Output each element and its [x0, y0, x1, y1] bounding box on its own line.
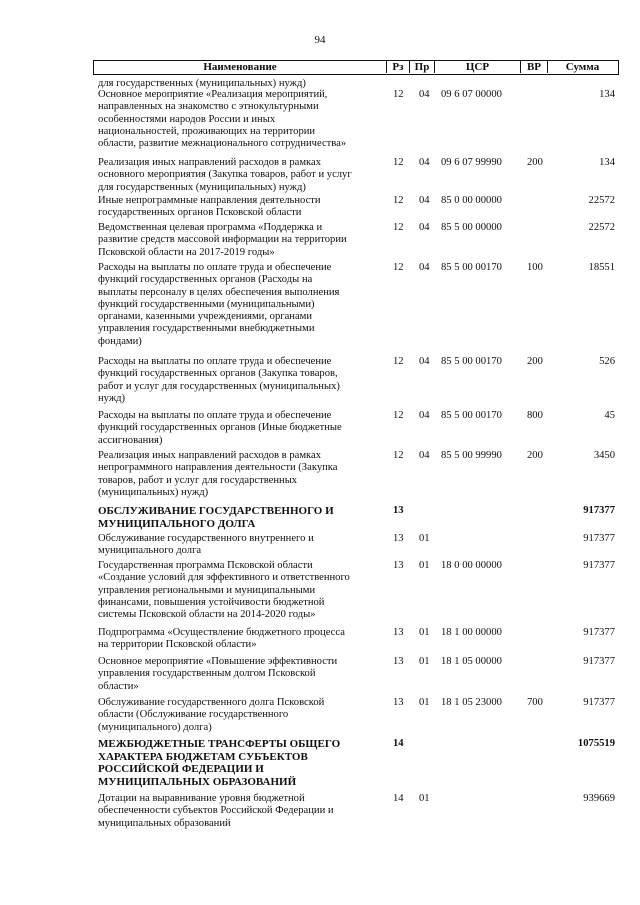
name-line: ОБСЛУЖИВАНИЕ ГОСУДАРСТВЕННОГО И: [98, 505, 334, 517]
row-name: [98, 262, 386, 348]
row-pr: 01: [419, 627, 430, 638]
name-line: Реализация иных направлений расходов в рамках: [98, 157, 322, 168]
row-pr: 04: [419, 157, 430, 168]
name-line: товаров, работ и услуг для государственных: [98, 474, 298, 486]
row-pr: 01: [419, 656, 430, 667]
row-rz: 12: [393, 450, 404, 461]
row-rz: 14: [393, 793, 404, 804]
row-sum: 917377: [583, 627, 615, 638]
row-name: [98, 410, 386, 447]
name-line: Расходы на выплаты по оплате труда и обеспечение: [98, 410, 332, 421]
row-csr: 85 5 00 00000: [441, 222, 502, 233]
row-name: [98, 533, 386, 558]
name-line: (муниципальных) нужд): [98, 486, 209, 498]
row-name: [98, 793, 386, 830]
header-rz: Рз: [392, 61, 404, 73]
name-line: функций государственных органов (Закупка товаров,: [98, 368, 338, 380]
row-pr: 04: [419, 262, 430, 273]
row-sum: 917377: [583, 560, 615, 571]
row-csr: 09 6 07 00000: [441, 89, 502, 100]
row-name: [98, 195, 386, 220]
row-pr: 01: [419, 560, 430, 571]
name-line: работ и услуг для государственных (муниципальных): [98, 380, 340, 392]
name-line: «Создание условий для эффективного и ответственного: [98, 572, 350, 584]
name-line: Иные непрограммные направления деятельности: [98, 195, 321, 206]
row-name: [98, 356, 386, 405]
name-line: Реализация иных направлений расходов в рамках: [98, 450, 322, 461]
name-line: фондами): [98, 335, 142, 347]
name-line: основного мероприятия (Закупка товаров, работ и услуг: [98, 169, 352, 181]
header-vr: ВР: [526, 61, 542, 73]
name-line: Обслуживание государственного внутреннего и: [98, 533, 314, 544]
name-line: МУНИЦИПАЛЬНЫХ ОБРАЗОВАНИЙ: [98, 775, 297, 788]
header-name: Наименование: [203, 61, 277, 73]
name-line: Подпрограмма «Осуществление бюджетного процесса: [98, 627, 345, 638]
row-csr: 09 6 07 99990: [441, 157, 502, 168]
name-line: управления государственным долгом Псковской: [98, 668, 316, 680]
row-name: [98, 505, 386, 530]
row-rz: 13: [393, 533, 404, 544]
name-line: функций государственных органов (Иные бюджетные: [98, 422, 342, 434]
name-line: Расходы на выплаты по оплате труда и обеспечение: [98, 262, 332, 273]
row-rz: 12: [393, 410, 404, 421]
row-rz: 12: [393, 157, 404, 168]
name-line: муниципального долга: [98, 545, 202, 557]
name-line: ассигнования): [98, 434, 163, 446]
row-vr: 200: [527, 356, 543, 367]
header-csr: ЦСР: [465, 61, 490, 73]
name-line: на территории Псковской области»: [98, 639, 257, 651]
name-line: Основное мероприятие «Реализация мероприятий,: [98, 89, 328, 100]
row-vr: 200: [527, 157, 543, 168]
row-sum: 917377: [583, 697, 615, 708]
row-name: [98, 560, 386, 621]
row-pr: 01: [419, 793, 430, 804]
name-line: системы Псковской области на 2014-2020 годы»: [98, 609, 316, 621]
row-pr: 04: [419, 89, 430, 100]
table-header: [93, 60, 619, 75]
name-line: Государственная программа Псковской области: [98, 560, 313, 571]
row-sum: 3450: [593, 450, 615, 461]
row-sum: 45: [604, 410, 615, 421]
row-vr: 800: [527, 410, 543, 421]
row-pr: 04: [419, 450, 430, 461]
name-line: для государственных (муниципальных) нужд): [98, 78, 306, 89]
name-line: МЕЖБЮДЖЕТНЫЕ ТРАНСФЕРТЫ ОБЩЕГО: [98, 738, 341, 750]
row-csr: 85 0 00 00000: [441, 195, 502, 206]
row-name: [98, 738, 386, 788]
row-sum: 134: [599, 89, 615, 100]
name-line: национальностей, проживающих на территории: [98, 125, 316, 137]
name-line: области (Обслуживание государственного: [98, 709, 289, 721]
name-line: ХАРАКТЕРА БЮДЖЕТАМ СУБЪЕКТОВ: [98, 750, 308, 763]
header-pr: Пр: [414, 61, 430, 73]
name-line: (муниципального) долга): [98, 721, 212, 733]
row-csr: 18 1 05 23000: [441, 697, 502, 708]
name-line: МУНИЦИПАЛЬНОГО ДОЛГА: [98, 517, 256, 530]
row-pr: 01: [419, 697, 430, 708]
name-line: направленных на знакомство с этнокультурными: [98, 101, 319, 113]
row-name: [98, 656, 386, 693]
row-sum: 134: [599, 157, 615, 168]
row-rz: 13: [393, 560, 404, 571]
row-rz: 12: [393, 89, 404, 100]
name-line: управления государственными внебюджетными: [98, 323, 315, 335]
row-rz: 13: [393, 697, 404, 708]
name-line: непрограммного направления деятельности (Закупка: [98, 462, 338, 474]
row-vr: 700: [527, 697, 543, 708]
row-sum: 939669: [583, 793, 615, 804]
row-pr: 04: [419, 410, 430, 421]
page-number: 94: [314, 34, 326, 46]
name-line: РОССИЙСКОЙ ФЕДЕРАЦИИ И: [98, 763, 264, 776]
name-line: функций государственными (муниципальными): [98, 298, 315, 310]
name-line: области, развитие межнационального сотрудничества»: [98, 138, 347, 150]
row-csr: 85 5 00 00170: [441, 262, 502, 273]
row-rz: 14: [393, 738, 404, 749]
name-line: муниципальных образований: [98, 817, 231, 829]
row-csr: 18 1 05 00000: [441, 656, 502, 667]
name-line: обеспеченности субъектов Российской Федерации и: [98, 805, 334, 817]
name-line: нужд): [98, 392, 126, 404]
row-pr: 01: [419, 533, 430, 544]
name-line: финансами, повышения устойчивости бюджетной: [98, 596, 325, 608]
name-line: Основное мероприятие «Повышение эффективности: [98, 656, 338, 667]
name-line: государственных органов Псковской области: [98, 207, 302, 219]
name-line: органами, казенными учреждениями, органами: [98, 311, 313, 323]
row-csr: 18 0 00 00000: [441, 560, 502, 571]
row-rz: 12: [393, 356, 404, 367]
name-line: Расходы на выплаты по оплате труда и обеспечение: [98, 356, 332, 367]
row-pr: 04: [419, 356, 430, 367]
name-line: особенностями народов России и иных: [98, 113, 276, 125]
name-line: Ведомственная целевая программа «Поддержка и: [98, 222, 323, 233]
row-sum: 22572: [588, 195, 615, 206]
row-rz: 12: [393, 262, 404, 273]
row-sum: 22572: [588, 222, 615, 233]
row-sum: 18551: [588, 262, 615, 273]
row-pr: 04: [419, 222, 430, 233]
row-rz: 13: [393, 505, 404, 516]
row-name: [98, 627, 386, 652]
row-sum: 917377: [583, 656, 615, 667]
name-line: Псковской области на 2017-2019 годы»: [98, 246, 275, 258]
row-csr: 85 5 00 00170: [441, 356, 502, 367]
row-pr: 04: [419, 195, 430, 206]
row-sum: 917377: [583, 533, 615, 544]
row-name: [98, 222, 386, 259]
row-name: [98, 450, 386, 499]
row-name: [98, 89, 386, 150]
row-sum: 1075519: [577, 738, 615, 749]
row-vr: 200: [527, 450, 543, 461]
name-line: выплаты персоналу в целях обеспечения выполнения: [98, 286, 340, 298]
row-csr: 85 5 00 00170: [441, 410, 502, 421]
row-vr: 100: [527, 262, 543, 273]
name-line: Обслуживание государственного долга Псковской: [98, 697, 325, 708]
row-rz: 13: [393, 627, 404, 638]
name-line: управления региональными и муниципальными: [98, 584, 316, 596]
row-sum: 526: [599, 356, 615, 367]
name-line: области»: [98, 680, 139, 692]
header-sum: Сумма: [565, 61, 600, 73]
row-rz: 12: [393, 222, 404, 233]
row-name: [98, 157, 386, 194]
row-sum: 917377: [583, 505, 615, 516]
name-line: функций государственных органов (Расходы на: [98, 274, 313, 286]
name-line: Дотации на выравнивание уровня бюджетной: [98, 793, 305, 804]
name-line: для государственных (муниципальных) нужд): [98, 181, 306, 193]
row-csr: 85 5 00 99990: [441, 450, 502, 461]
row-csr: 18 1 00 00000: [441, 627, 502, 638]
row-rz: 12: [393, 195, 404, 206]
row-name: [98, 697, 386, 734]
row-rz: 13: [393, 656, 404, 667]
name-line: развитие средств массовой информации на территории: [98, 234, 347, 246]
